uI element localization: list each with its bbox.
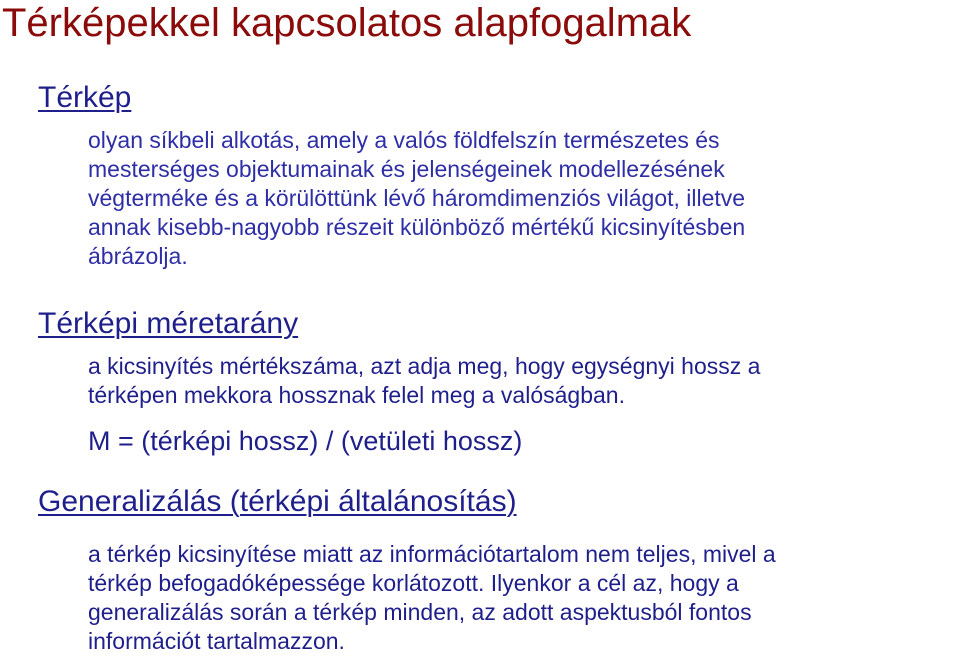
body-line: mesterséges objektumainak és jelenségeinek modellezésének xyxy=(88,156,725,182)
body-line: a kicsinyítés mértékszáma, azt adja meg, hogy egységnyi hossz a xyxy=(88,353,761,379)
section-body-meretarany xyxy=(88,352,760,410)
body-line: olyan síkbeli alkotás, amely a valós földfelszín természetes és xyxy=(88,127,720,153)
section-heading-generalizalas: Generalizálás (térképi általánosítás) xyxy=(38,485,517,518)
scale-formula: M = (térképi hossz) / (vetületi hossz) xyxy=(88,426,523,456)
body-line: térkép befogadóképessége korlátozott. Ilyenkor a cél az, hogy a xyxy=(88,570,739,596)
body-line: végterméke és a körülöttünk lévő háromdimenziós világot, illetve xyxy=(88,185,746,211)
section-heading-meretarany: Térképi méretarány xyxy=(38,307,299,340)
body-line: generalizálás során a térkép minden, az adott aspektusból fontos xyxy=(88,599,752,625)
page-title: Térképekkel kapcsolatos alapfogalmak xyxy=(2,1,692,45)
section-body-generalizalas xyxy=(88,540,776,656)
body-line: a térkép kicsinyítése miatt az információtartalom nem teljes, mivel a xyxy=(88,541,776,567)
body-line: információt tartalmazzon. xyxy=(88,628,345,654)
body-line: annak kisebb-nagyobb részeit különböző mértékű kicsinyítésben xyxy=(88,214,746,240)
body-line: ábrázolja. xyxy=(88,243,188,269)
section-heading-terkep: Térkép xyxy=(38,81,132,114)
section-body-terkep xyxy=(88,126,745,271)
body-line: térképen mekkora hossznak felel meg a valóságban. xyxy=(88,382,625,408)
